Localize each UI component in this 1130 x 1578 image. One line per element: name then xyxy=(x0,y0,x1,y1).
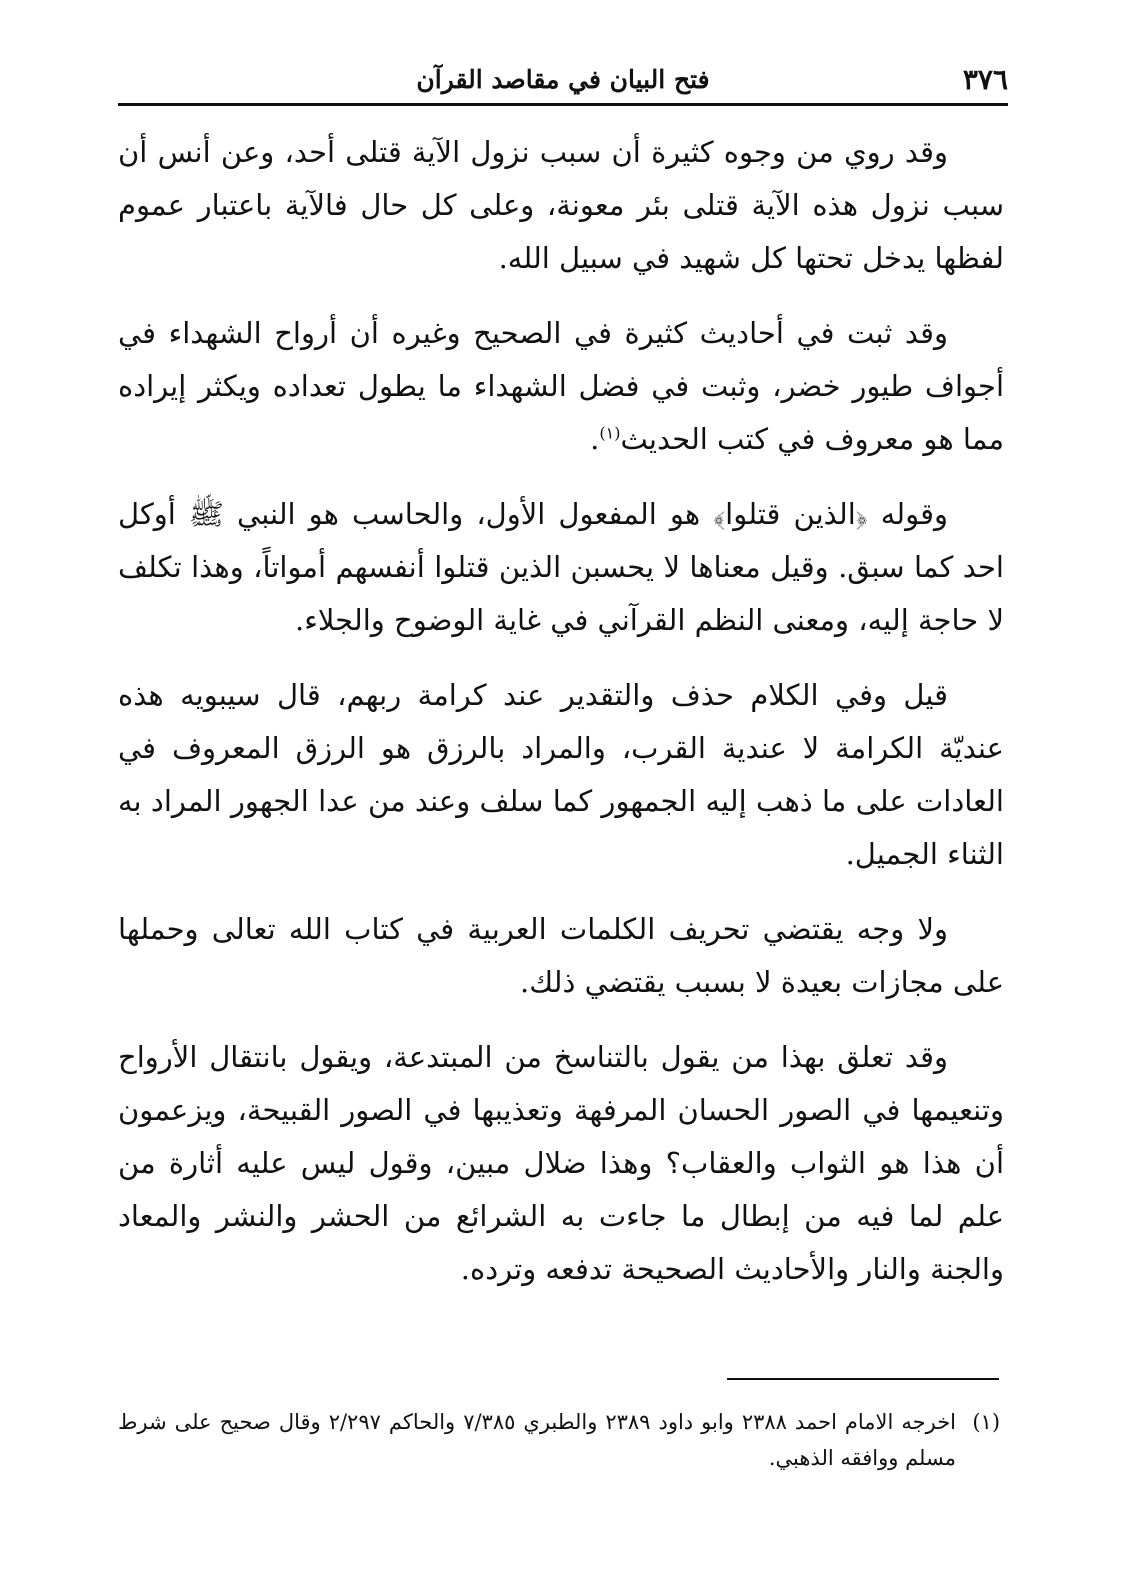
paragraph: قيل وفي الكلام حذف والتقدير عند كرامة ربهم، قال سيبويه هذه عنديّة الكرامة لا عندية القرب، والمراد بالرزق هو الرزق المعروف في العادات على ما ذهب إليه الجمهور كما سلف وعند من عدا الجهور المراد به الثناء الجميل. xyxy=(118,678,1004,871)
paragraph-end-mark: . xyxy=(590,422,600,456)
running-title: فتح البيان في مقاصد القرآن xyxy=(416,65,710,94)
footnotes xyxy=(118,1404,1000,1476)
page-number: ٣٧٦ xyxy=(962,63,1008,96)
footnote-text: اخرجه الامام احمد ٢٣٨٨ وابو داود ٢٣٨٩ والطبري ٧/٣٨٥ والحاكم ٢/٢٩٧ وقال صحيح على شرط مسلم ووافقه الذهبي. xyxy=(118,1410,957,1470)
paragraph: ولا وجه يقتضي تحريف الكلمات العربية في كتاب الله تعالى وحملها على مجازات بعيدة لا بسبب يقتضي ذلك. xyxy=(118,912,1004,999)
footnote xyxy=(118,1404,1000,1476)
header-rule xyxy=(118,103,1008,106)
paragraph-text: وقد ثبت في أحاديث كثيرة في الصحيح وغيره أن أرواح الشهداء في أجواف طيور خضر، وثبت في فضل الشهداء ما يطول تعداده ويكثر إيراده مما هو معروف في كتب الحديث xyxy=(118,316,1004,456)
paragraph: وقد روي من وجوه كثيرة أن سبب نزول الآية قتلى أحد، وعن أنس أن سبب نزول هذه الآية قتلى بئر معونة، وعلى كل حال فالآية باعتبار عموم لفظها يدخل تحتها كل شهيد في سبيل الله. xyxy=(118,135,1004,275)
page-header xyxy=(118,58,1008,102)
paragraph: وقوله ﴿الذين قتلوا﴾ هو المفعول الأول، والحاسب هو النبي ﷺ أوكل احد كما سبق. وقيل معناها لا يحسبن الذين قتلوا أنفسهم أمواتاً، وهذا تكلف لا حاجة إليه، ومعنى النظم القرآني في غاية الوضوح والجلاء. xyxy=(118,497,1004,637)
footnote-reference[interactable]: (١) xyxy=(599,423,621,443)
footnote-number: (١) xyxy=(972,1410,1001,1434)
paragraph xyxy=(118,307,1004,466)
paragraph: وقد تعلق بهذا من يقول بالتناسخ من المبتدعة، ويقول بانتقال الأرواح وتنعيمها في الصور الحسان المرفهة وتعذيبها في الصور القبيحة، ويزعمون أن هذا هو الثواب والعقاب؟ وهذا ضلال مبين، وقول ليس عليه أثارة من علم لما فيه من إبطال ما جاءت به الشرائع من الحشر والنشر والمعاد والجنة والنار والأحاديث الصحيحة تدفعه وترده. xyxy=(118,1040,1004,1286)
main-text xyxy=(118,126,1004,1318)
footnote-separator xyxy=(727,1378,999,1380)
